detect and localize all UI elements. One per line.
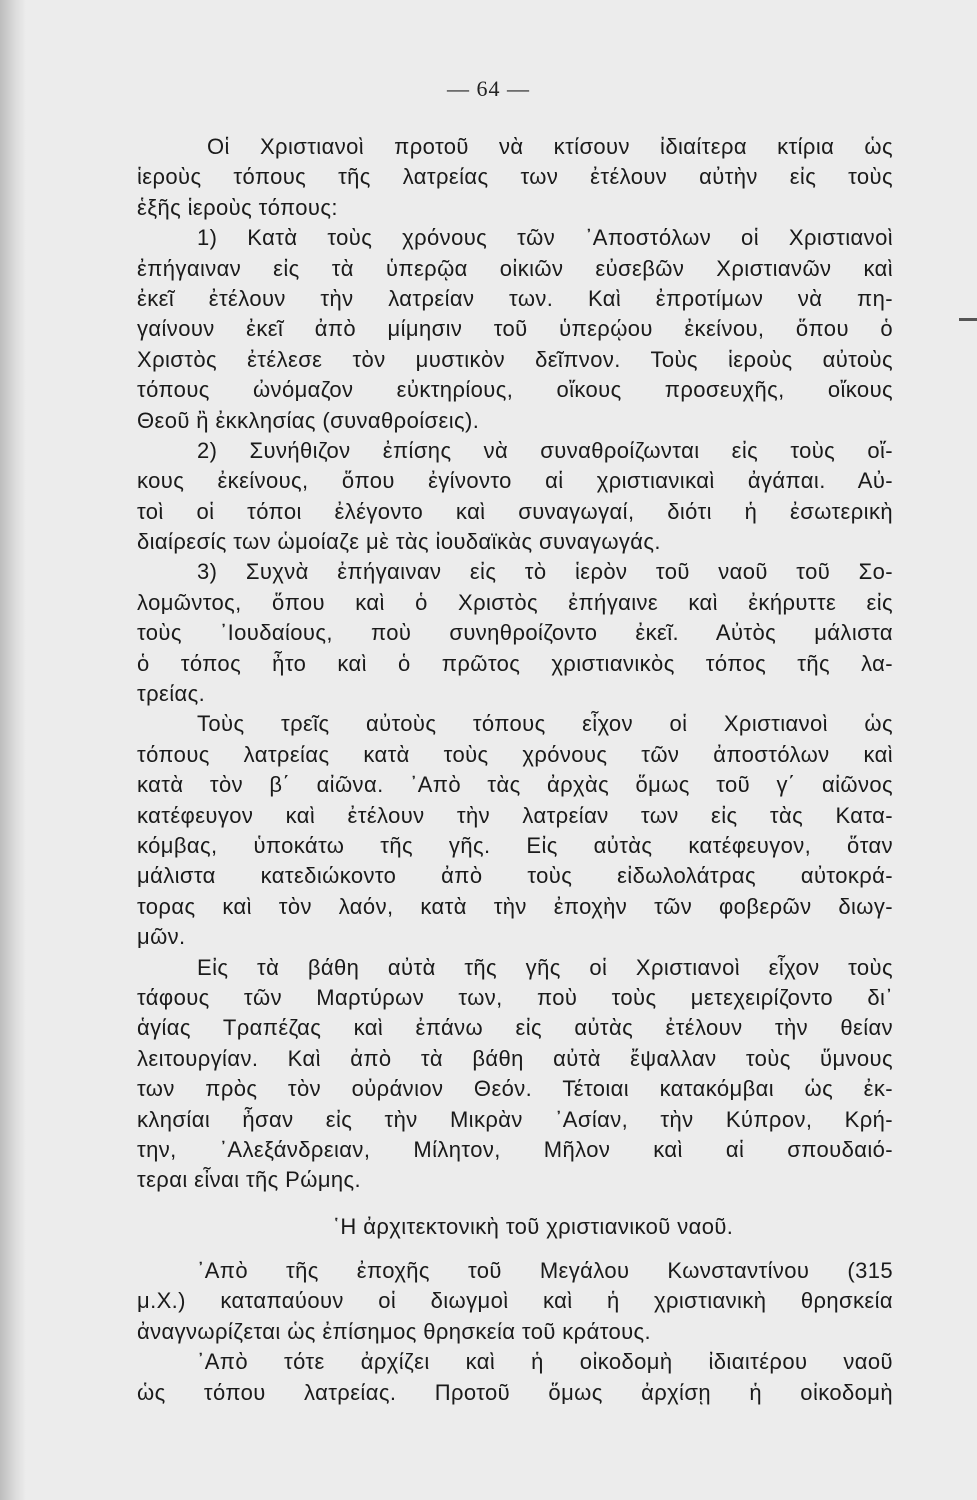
text-line: διαίρεσίς των ὡμοίαζε μὲ τὰς ἰουδαϊκὰς συναγωγάς. [137, 529, 661, 555]
text-line: 3) Συχνὰ ἐπήγαιναν εἰς τὸ ἱερὸν τοῦ ναοῦ τοῦ Σο- [197, 559, 893, 585]
text-line: ἀναγνωρίζεται ὡς ἐπίσημος θρησκεία τοῦ κράτους. [137, 1318, 652, 1344]
text-line: τόπους ὠνόμαζον εὐκτηρίους, οἴκους προσευχῆς, οἴκους [137, 377, 893, 403]
text-line: 2) Συνήθιζον ἐπίσης νὰ συναθροίζωνται εἰς τοὺς οἴ- [197, 437, 893, 463]
text-line: ᾿Απὸ τῆς ἐποχῆς τοῦ Μεγάλου Κωνσταντίνου (315 [197, 1258, 893, 1284]
text-line: ἁγίας Τραπέζας καὶ ἐπάνω εἰς αὐτὰς ἐτέλουν τὴν θείαν [137, 1015, 893, 1041]
text-line: λειτουργίαν. Καὶ ἀπὸ τὰ βάθη αὐτὰ ἔψαλλαν τοὺς ὕμνους [137, 1045, 893, 1071]
text-line: Οἱ Χριστιανοὶ προτοῦ νὰ κτίσουν ἰδιαίτερα κτίρια ὡς [207, 134, 893, 159]
text-line: Θεοῦ ἢ ἐκκλησίας (συναθροίσεις). [137, 407, 480, 433]
text-line: 1) Κατὰ τοὺς χρόνους τῶν ᾿Αποστόλων οἱ Χριστιανοὶ [197, 225, 893, 251]
body-text [137, 132, 893, 1408]
text-line: τάφους τῶν Μαρτύρων των, ποὺ τοὺς μετεχειρίζοντο δι᾿ [137, 984, 893, 1010]
text-line: Εἰς τὰ βάθη αὐτὰ τῆς γῆς οἱ Χριστιανοὶ εἶχον τοὺς [197, 954, 893, 980]
text-line: των πρὸς τὸν οὐράνιον Θεόν. Τέτοιαι κατακόμβαι ὡς ἐκ- [137, 1076, 893, 1102]
text-line: Χριστὸς ἐτέλεσε τὸν μυστικὸν δεῖπνον. Τοὺς ἱεροὺς αὐτοὺς [137, 346, 893, 372]
page-number: — 64 — [447, 76, 530, 101]
text-line: μῶν. [137, 924, 186, 950]
text-line: μ.Χ.) καταπαύουν οἱ διωγμοὶ καὶ ἡ χριστιανικὴ θρησκεία [137, 1288, 893, 1314]
text-line: τόπους λατρείας κατὰ τοὺς χρόνους τῶν ἀποστόλων καὶ [137, 741, 893, 767]
text-line: τοὺς ᾿Ιουδαίους, ποὺ συνηθροίζοντο ἐκεῖ. Αὐτὸς μάλιστα [137, 620, 893, 646]
text-line: ἑξῆς ἱεροὺς τόπους: [137, 194, 338, 220]
text-line: ᾿Απὸ τότε ἀρχίζει καὶ ἡ οἰκοδομὴ ἰδιαιτέρου ναοῦ [197, 1349, 893, 1375]
text-line: λομῶντος, ὅπου καὶ ὁ Χριστὸς ἐπήγαινε καὶ ἐκήρυττε εἰς [137, 589, 893, 615]
text-line: ἐκεῖ ἐτέλουν τὴν λατρείαν των. Καὶ ἐπροτίμων νὰ πη- [137, 285, 893, 311]
text-line: μάλιστα κατεδιώκοντο ἀπὸ τοὺς εἰδωλολάτρας αὐτοκρά- [137, 863, 893, 889]
text-line: γαίνουν ἐκεῖ ἀπὸ μίμησιν τοῦ ὑπερῴου ἐκείνου, ὅπου ὁ [137, 316, 893, 342]
paragraph [137, 1256, 893, 1347]
text-line: κους ἐκείνους, ὅπου ἐγίνοντο αἱ χριστιανικαὶ ἀγάπαι. Αὐ- [137, 468, 893, 494]
margin-mark [959, 318, 977, 321]
text-line: κλησίαι ἦσαν εἰς τὴν Μικρὰν ᾿Ασίαν, τὴν Κύπρον, Κρή- [137, 1106, 893, 1132]
text-line: κόμβας, ὑποκάτω τῆς γῆς. Εἰς αὐτὰς κατέφευγον, ὅταν [137, 832, 893, 858]
text-line: κατέφευγον καὶ ἐτέλουν τὴν λατρείαν των εἰς τὰς Κατα- [137, 802, 893, 828]
text-line: τεραι εἶναι τῆς Ρώμης. [137, 1167, 362, 1193]
paragraph [137, 436, 893, 558]
text-line: ἐπήγαιναν εἰς τὰ ὑπερῷα οἰκιῶν εὐσεβῶν Χριστιανῶν καὶ [137, 255, 893, 281]
text-line: κατὰ τὸν β΄ αἰῶνα. ᾿Απὸ τὰς ἀρχὰς ὅμως τοῦ γ΄ αἰῶνος [137, 772, 893, 798]
binding-shadow [0, 0, 26, 1500]
text-line: ἱεροὺς τόπους τῆς λατρείας των ἐτέλουν αὐτὴν εἰς τοὺς [137, 164, 893, 190]
paragraph [137, 557, 893, 709]
text-line: ὡς τόπου λατρείας. Προτοῦ ὅμως ἀρχίσῃ ἡ οἰκοδομὴ [137, 1379, 893, 1405]
text-line: Τοὺς τρεῖς αὐτοὺς τόπους εἶχον οἱ Χριστιανοὶ ὡς [197, 711, 893, 737]
text-line: τοὶ οἱ τόποι ἐλέγοντο καὶ συναγωγαί, διότι ἡ ἐσωτερικὴ [137, 498, 893, 524]
paragraph [137, 132, 893, 223]
text-line: ὁ τόπος ἦτο καὶ ὁ πρῶτος χριστιανικὸς τόπος τῆς λα- [137, 650, 893, 676]
text-line: τρείας. [137, 681, 206, 707]
paragraph [137, 1347, 893, 1408]
paragraph [137, 953, 893, 1196]
section-heading: ῾Η ἀρχιτεκτονικὴ τοῦ χριστιανικοῦ ναοῦ. [332, 1213, 734, 1239]
text-line: την, ᾿Αλεξάνδρειαν, Μίλητον, Μῆλον καὶ αἱ σπουδαιό- [137, 1136, 893, 1162]
text-line: τορας καὶ τὸν λαόν, κατὰ τὴν ἐποχὴν τῶν φοβερῶν διωγ- [137, 893, 893, 919]
paragraph [137, 223, 893, 436]
paragraph [137, 709, 893, 952]
